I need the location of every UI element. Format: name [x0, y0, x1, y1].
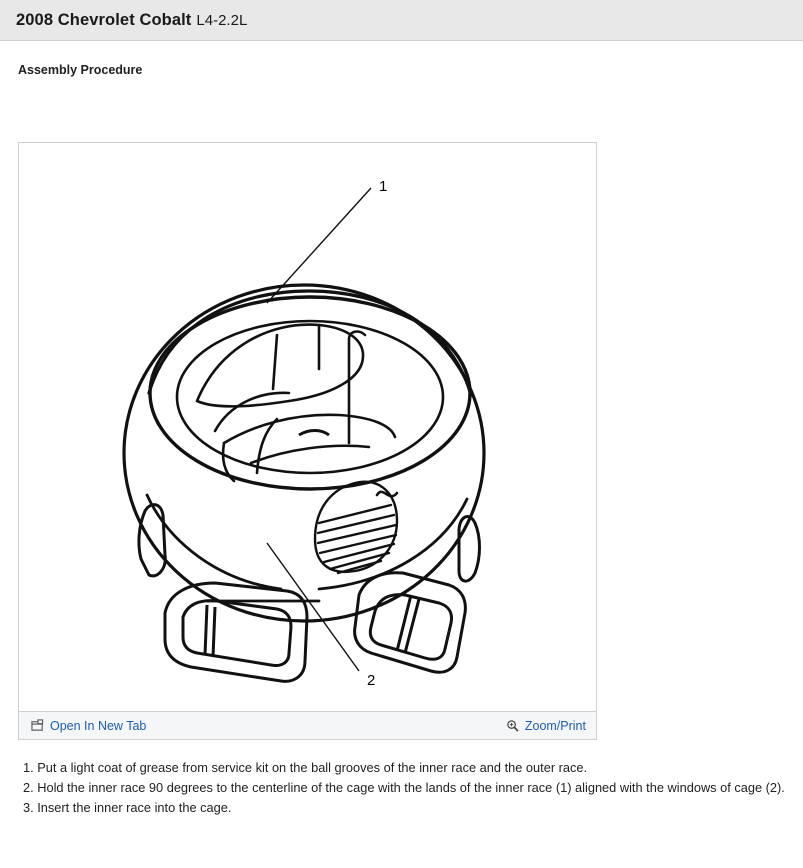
procedure-step: 1. Put a light coat of grease from service kit on the ball grooves of the inner race and the outer race. — [23, 760, 588, 775]
callout-1-label: 1 — [379, 178, 388, 195]
zoom-print-label: Zoom/Print — [524, 718, 586, 733]
procedure-steps — [18, 758, 788, 818]
open-in-new-tab-icon — [31, 719, 44, 732]
figure-container — [18, 142, 597, 740]
procedure-step: 3. Insert the inner race into the cage. — [23, 800, 232, 815]
page-header — [0, 0, 803, 41]
figure-illustration — [19, 143, 596, 711]
procedure-step: 2. Hold the inner race 90 degrees to the centerline of the cage with the lands of the inner race (1) aligned with the windows of cage (2). — [23, 780, 785, 795]
open-in-new-tab-button[interactable] — [31, 719, 146, 733]
section-heading: Assembly Procedure — [18, 63, 143, 77]
callout-labels — [19, 143, 596, 711]
figure-toolbar — [19, 711, 596, 739]
vehicle-title: 2008 Chevrolet Cobalt — [16, 10, 192, 29]
magnifier-icon — [506, 719, 519, 732]
open-in-new-tab-label: Open In New Tab — [50, 718, 147, 733]
vehicle-engine: L4-2.2L — [196, 11, 248, 29]
callout-2-label: 2 — [367, 672, 376, 689]
zoom-print-button[interactable] — [506, 719, 586, 733]
